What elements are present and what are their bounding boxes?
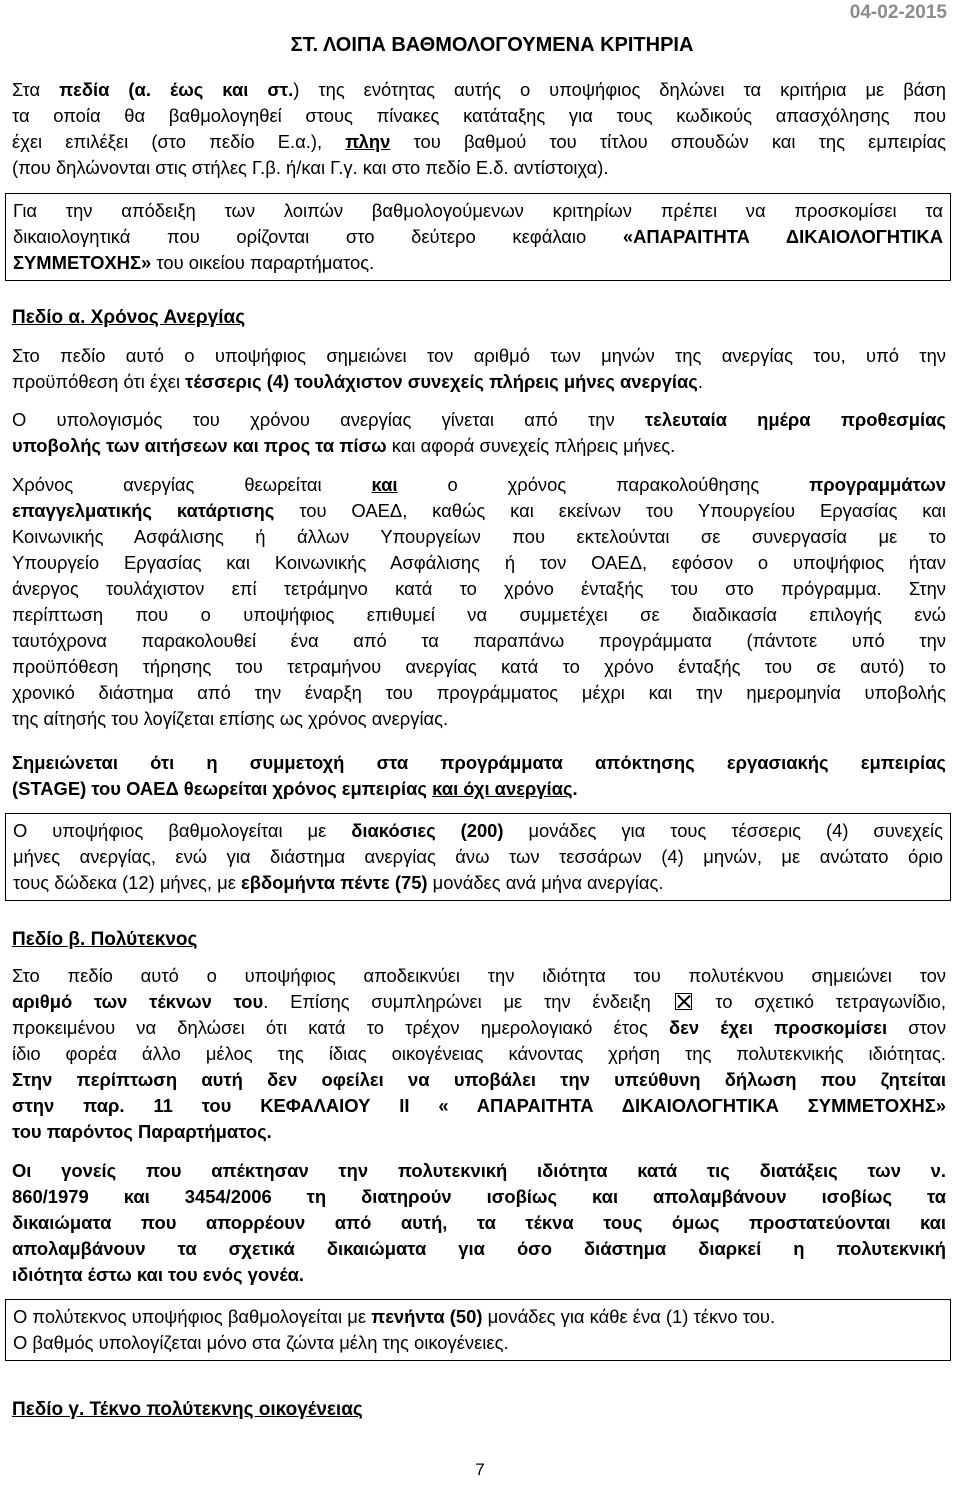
field-b-paragraph-2	[12, 1158, 946, 1288]
checked-box-icon	[675, 993, 692, 1010]
intro-line-2: τα οποία θα βαθμολογηθεί στους πίνακες κατάταξης για τους κωδικούς απασχόλησης που	[12, 105, 946, 126]
field-a-p3-line-9: χρονικό διάστημα από την έναρξη του προγράμματος μέχρι και την ημερομηνία υποβολής	[12, 682, 946, 703]
field-b-paragraph-1	[12, 963, 946, 1145]
field-b-p1-line-4: ίδιο φορέα άλλο μέλος της ίδιας οικογένειας κάνοντας χρήση της πολυτεκνικής ιδιότητας.	[12, 1043, 946, 1064]
field-a-p2-line-1: Ο υπολογισμός του χρόνου ανεργίας γίνεται από την τελευταία ημέρα προθεσμίας	[12, 409, 946, 430]
field-a-p3-line-2: επαγγελματικής κατάρτισης του ΟΑΕΔ, καθώς και εκείνων του Υπουργείου Εργασίας και	[12, 500, 947, 521]
field-a-p3-line-8: προϋπόθεση τήρησης του τετραμήνου ανεργίας κατά το χρόνο ένταξής του σε αυτό) το	[12, 656, 946, 677]
field-a-p3-line-3: Κοινωνικής Ασφάλισης ή άλλων Υπουργείων που εκτελούνται σε συνεργασία με το	[12, 526, 946, 547]
field-b-p1-line-6: στην παρ. 11 του ΚΕΦΑΛΑΙΟΥ ΙΙ « ΑΠΑΡΑΙΤΗΤΑ ΔΙΚΑΙΟΛΟΓΗΤΙΚΑ ΣΥΜΜΕΤΟΧΗΣ»	[12, 1095, 946, 1116]
field-b-p1-line-5: Στην περίπτωση αυτή δεν οφείλει να υποβάλει την υπεύθυνη δήλωση που ζητείται	[12, 1069, 946, 1090]
field-a-p3-line-6: περίπτωση που ο υποψήφιος επιθυμεί να συμμετέχει σε διαδικασία επιλογής ενώ	[12, 604, 946, 625]
field-a-scoring-box	[5, 813, 951, 901]
field-a-p4-line-2: (STAGE) του ΟΑΕΔ θεωρείται χρόνος εμπειρίας και όχι ανεργίας.	[12, 778, 578, 799]
intro-paragraph	[12, 77, 946, 181]
field-a-p2-line-2: υποβολής των αιτήσεων και προς τα πίσω και αφορά συνεχείς πλήρεις μήνες.	[12, 435, 676, 456]
field-a-paragraph-3	[12, 472, 946, 732]
field-a-p1-line-2: προϋπόθεση ότι έχει τέσσερις (4) τουλάχιστον συνεχείς πλήρεις μήνες ανεργίας.	[12, 371, 703, 392]
field-b-p2-line-5: ιδιότητα έστω και του ενός γονέα.	[12, 1264, 305, 1285]
field-b-p2-line-4: απολαμβάνουν τα σχετικά δικαιώματα για όσο διάστημα διαρκεί η πολυτεκνική	[12, 1238, 946, 1259]
section-heading: ΣΤ. ΛΟΙΠΑ ΒΑΘΜΟΛΟΓΟΥΜΕΝΑ ΚΡΙΤΗΡΙΑ	[290, 34, 694, 56]
field-a-box-line-1: Ο υποψήφιος βαθμολογείται με διακόσιες (200) μονάδες για τους τέσσερις (4) συνεχείς	[13, 820, 943, 841]
field-b-scoring-box	[5, 1299, 951, 1361]
field-a-paragraph-4	[12, 750, 946, 802]
field-b-p2-line-2: 860/1979 και 3454/2006 τη διατηρούν ισοβίως και απολαμβάνουν ισοβίως τα	[12, 1186, 946, 1207]
field-a-title: Πεδίο α. Χρόνος Ανεργίας	[12, 307, 246, 328]
field-b-p1-line-3: προκειμένου να δηλώσει ότι κατά το τρέχον ημερολογιακό έτος δεν έχει προσκομίσει στον	[12, 1017, 947, 1038]
proof-line-1: Για την απόδειξη των λοιπών βαθμολογούμενων κριτηρίων πρέπει να προσκομίσει τα	[13, 200, 943, 221]
field-b-title: Πεδίο β. Πολύτεκνος	[12, 929, 198, 950]
intro-line-1: Στα πεδία (α. έως και στ.) της ενότητας αυτής ο υποψήφιος δηλώνει τα κριτήρια με βάση	[12, 79, 946, 100]
field-a-p1-line-1: Στο πεδίο αυτό ο υποψήφιος σημειώνει τον αριθμό των μηνών της ανεργίας του, υπό την	[12, 345, 946, 366]
field-b-p1-line-2: αριθμό των τέκνων του. Επίσης συμπληρώνει με την ένδειξη το σχετικό τετραγωνίδιο,	[12, 991, 946, 1012]
field-a-p4-line-1: Σημειώνεται ότι η συμμετοχή στα προγράμματα απόκτησης εργασιακής εμπειρίας	[12, 752, 946, 773]
field-b-p1-line-1: Στο πεδίο αυτό ο υποψήφιος αποδεικνύει την ιδιότητα του πολυτέκνου σημειώνει τον	[12, 965, 946, 986]
field-a-p3-line-1: Χρόνος ανεργίας θεωρείται και ο χρόνος παρακολούθησης προγραμμάτων	[12, 474, 946, 495]
field-b-p2-line-1: Οι γονείς που απέκτησαν την πολυτεκνική ιδιότητα κατά τις διατάξεις των ν.	[12, 1160, 946, 1181]
field-a-box-line-2: μήνες ανεργίας, ενώ για διάστημα ανεργίας άνω των τεσσάρων (4) μηνών, με ανώτατο όριο	[13, 846, 943, 867]
intro-line-4: (που δηλώνονται στις στήλες Γ.β. ή/και Γ.γ. και στο πεδίο Ε.δ. αντίστοιχα).	[12, 157, 609, 178]
field-c-title: Πεδίο γ. Τέκνο πολύτεκνης οικογένειας	[12, 1399, 363, 1420]
proof-line-3: ΣΥΜΜΕΤΟΧΗΣ» του οικείου παραρτήματος.	[13, 252, 375, 273]
field-b-box-line-1: Ο πολύτεκνος υποψήφιος βαθμολογείται με πενήντα (50) μονάδες για κάθε ένα (1) τέκνο του.	[13, 1306, 776, 1327]
proof-box	[5, 193, 951, 281]
field-a-p3-line-7: ταυτόχρονα παρακολουθεί ένα από τα παραπάνω προγράμματα (πάντοτε υπό την	[12, 630, 946, 651]
field-b-p2-line-3: δικαιώματα που απορρέουν από αυτή, τα τέκνα τους όμως προστατεύονται και	[12, 1212, 946, 1233]
field-a-box-line-3: τους δώδεκα (12) μήνες, με εβδομήντα πέντε (75) μονάδες ανά μήνα ανεργίας.	[13, 872, 664, 893]
field-a-paragraph-1	[12, 343, 946, 395]
intro-line-3: έχει επιλέξει (στο πεδίο Ε.α.), πλην του βαθμού του τίτλου σπουδών και της εμπειρίας	[12, 131, 946, 152]
field-a-p3-line-10: της αίτησής του λογίζεται επίσης ως χρόνος ανεργίας.	[12, 708, 449, 729]
field-b-box-line-2: Ο βαθμός υπολογίζεται μόνο στα ζώντα μέλη της οικογένειες.	[13, 1332, 509, 1353]
field-a-p3-line-4: Υπουργείο Εργασίας και Κοινωνικής Ασφάλισης ή τον ΟΑΕΔ, εφόσον ο υποψήφιος ήταν	[12, 552, 946, 573]
date-stamp: 04-02-2015	[849, 2, 947, 23]
field-a-p3-line-5: άνεργος τουλάχιστον επί τετράμηνο κατά το χρόνο ένταξής του στο πρόγραμμα. Στην	[12, 578, 946, 599]
field-b-p1-line-7: του παρόντος Παραρτήματος.	[12, 1121, 272, 1142]
page-number: 7	[475, 1460, 485, 1479]
proof-line-2: δικαιολογητικά που ορίζονται στο δεύτερο κεφάλαιο «ΑΠΑΡΑΙΤΗΤΑ ΔΙΚΑΙΟΛΟΓΗΤΙΚΑ	[13, 226, 943, 247]
field-a-paragraph-2	[12, 407, 946, 459]
